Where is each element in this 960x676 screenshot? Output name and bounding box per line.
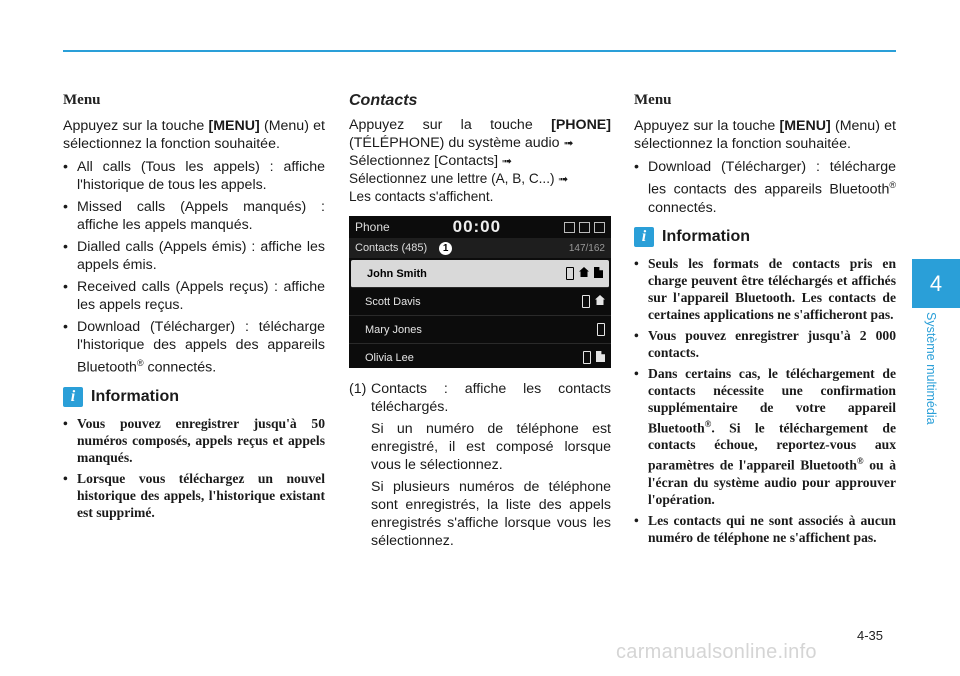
menu-options-list [634, 158, 896, 217]
status-icons [564, 222, 605, 233]
paragraph: Si un numéro de téléphone est enregistré, il est composé lorsque vous le sélectionnez. [371, 421, 611, 473]
list-item: • Vous pouvez enregistrer jusqu'à 2 000 contacts. [634, 327, 896, 361]
contact-row[interactable] [349, 316, 611, 344]
phone-contacts-screen [349, 216, 611, 368]
information-list [63, 415, 325, 521]
menu-heading: Menu [634, 92, 672, 108]
callout-badge: 1 [439, 242, 452, 255]
mobile-phone-icon [566, 267, 574, 280]
contacts-count: 147/162 [568, 242, 605, 254]
mobile-phone-icon [597, 323, 605, 336]
menu-intro: Appuyez sur la touche [MENU] (Menu) et sélectionnez la fonction souhaitée. [634, 118, 896, 152]
arrow-icon: ➟ [563, 136, 574, 150]
list-item: • Download (Télécharger) : télécharge l'historique des appels des appareils Bluetooth® connectés. [63, 318, 325, 377]
list-item: • Missed calls (Appels manqués) : affiche les appels manqués. [63, 198, 325, 234]
screen-title: Phone [355, 220, 390, 234]
screen-header [349, 216, 611, 238]
signal-icon [594, 222, 605, 233]
information-header [634, 227, 896, 247]
information-list [634, 255, 896, 546]
information-title: Information [662, 227, 750, 245]
contact-row[interactable] [349, 288, 611, 316]
office-icon [596, 351, 605, 362]
watermark: carmanualsonline.info [616, 641, 817, 663]
arrow-icon: ➟ [558, 172, 569, 186]
contacts-heading: Contacts [349, 92, 418, 109]
list-item: • All calls (Tous les appels) : affiche l'historique de tous les appels. [63, 158, 325, 194]
column-contacts [349, 92, 611, 550]
info-icon: i [63, 387, 83, 407]
contact-name: John Smith [367, 267, 427, 280]
arrow-icon: ➟ [502, 154, 513, 168]
mobile-phone-icon [582, 295, 590, 308]
list-item: • Les contacts qui ne sont associés à aucun numéro de téléphone ne s'affichent pas. [634, 512, 896, 546]
list-item: • Lorsque vous téléchargez un nouvel historique des appels, l'historique existant est supprimé. [63, 470, 325, 521]
list-item: • Dans certains cas, le téléchargement de contacts nécessite une confirmation supplémentaire de votre appareil Bluetooth®. Si le téléchargement de contacts échoue, reportez-vous aux paramètres de l'appareil Bluetooth® ou à l'écran du système audio pour approuver l'opération. [634, 365, 896, 508]
top-rule [63, 50, 896, 52]
contact-row[interactable] [349, 344, 611, 368]
menu-heading: Menu [63, 92, 101, 108]
contacts-bar-label: Contacts (485) [355, 242, 428, 254]
chapter-tab: 4 [912, 259, 960, 308]
column-call-history [63, 92, 325, 531]
contact-name: Scott Davis [365, 295, 421, 308]
list-item: • Vous pouvez enregistrer jusqu'à 50 numéros composés, appels reçus et appels manqués. [63, 415, 325, 466]
list-item: (1) Contacts : affiche les contacts téléchargés. Si un numéro de téléphone est enregistré, il est composé lorsque vous le sélectionnez. Si plusieurs numéros de téléphone sont enregistrés, la liste des appels enregistrés s'affiche lorsque vous les sélectionnez. [349, 381, 611, 549]
list-item: • Received calls (Appels reçus) : affiche les appels reçus. [63, 278, 325, 314]
menu-options-list [63, 158, 325, 377]
home-icon [579, 267, 589, 277]
list-item: • Dialled calls (Appels émis) : affiche les appels émis. [63, 238, 325, 274]
column-contacts-menu [634, 92, 896, 556]
chapter-label: Système multimédia [924, 312, 938, 425]
contacts-intro: Appuyez sur la touche [PHONE] (TÉLÉPHONE) du système audio ➟ Sélectionnez [Contacts] ➟ Sélectionnez une lettre (A, B, C...) ➟ Les contacts s'affichent. [349, 117, 611, 204]
battery-icon [564, 222, 575, 233]
office-icon [594, 267, 603, 278]
list-item: • Seuls les formats de contacts pris en charge peuvent être téléchargés et affichés sur l'appareil Bluetooth. Les contacts de certaines applications ne s'afficheront pas. [634, 255, 896, 323]
paragraph: Si plusieurs numéros de téléphone sont enregistrés, la liste des appels enregistrés s'affiche lorsque vous les sélectionnez. [371, 479, 611, 549]
contact-row-selected[interactable] [351, 260, 609, 288]
contact-name: Mary Jones [365, 323, 422, 336]
callout-descriptions [349, 380, 611, 550]
contacts-bar[interactable] [349, 238, 611, 258]
page-number: 4-35 [857, 628, 884, 643]
mobile-phone-icon [583, 351, 591, 364]
list-item: • Download (Télécharger) : télécharge les contacts des appareils Bluetooth® connectés. [634, 158, 896, 217]
info-icon: i [634, 227, 654, 247]
bluetooth-icon [579, 222, 590, 233]
contact-name: Olivia Lee [365, 351, 414, 364]
menu-intro: Appuyez sur la touche [MENU] (Menu) et sélectionnez la fonction souhaitée. [63, 118, 325, 152]
home-icon [595, 295, 605, 305]
screen-clock: 00:00 [452, 217, 502, 236]
information-header [63, 387, 325, 407]
information-title: Information [91, 387, 179, 405]
